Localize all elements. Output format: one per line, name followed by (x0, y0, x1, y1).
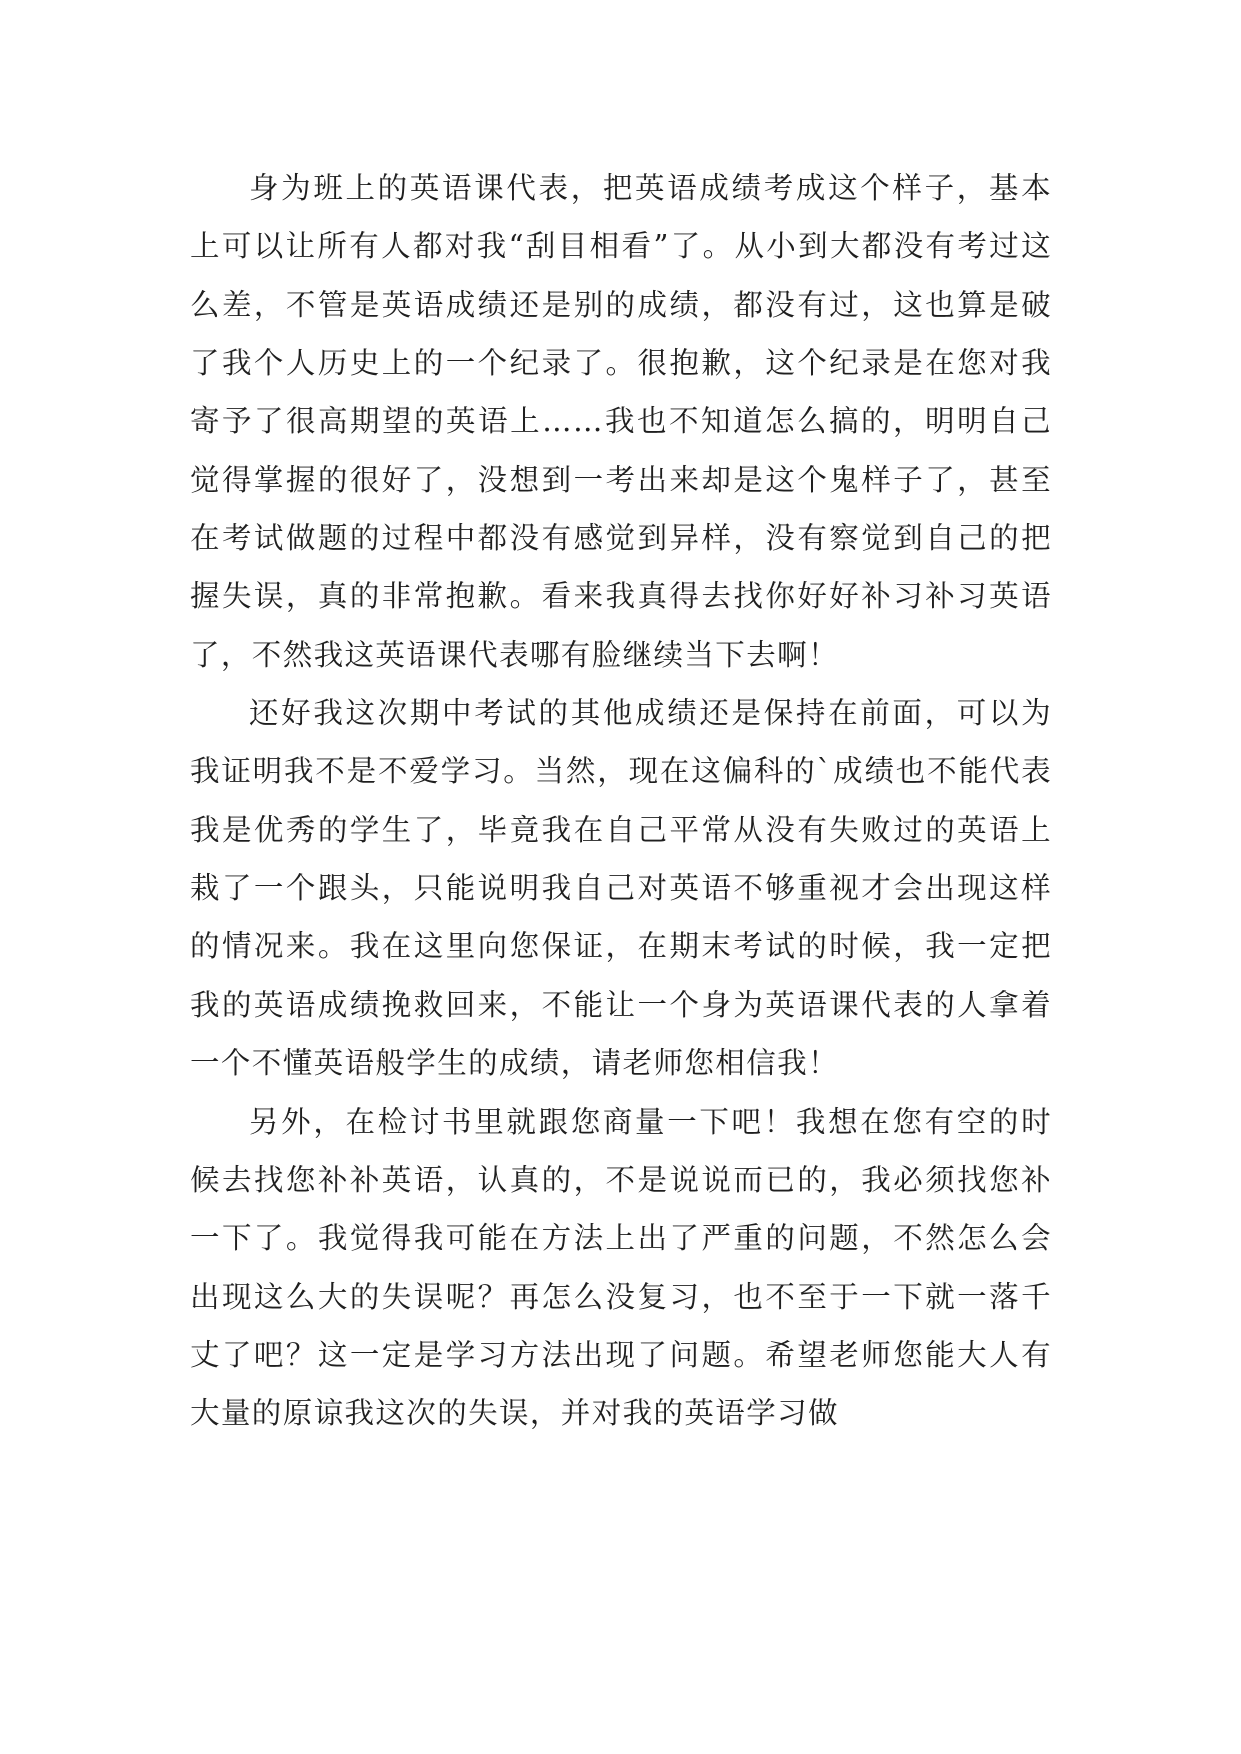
paragraph-3: 另外，在检讨书里就跟您商量一下吧！我想在您有空的时候去找您补补英语，认真的，不是说说而已的，我必须找您补一下了。我觉得我可能在方法上出了严重的问题，不然怎么会出现这么大的失误呢？再怎么没复习，也不至于一下就一落千丈了吧？这一定是学习方法出现了问题。希望老师您能大人有大量的原谅我这次的失误，并对我的英语学习做 (190, 1104, 1052, 1431)
document-body (190, 159, 1052, 1443)
paragraph-1: 身为班上的英语课代表，把英语成绩考成这个样子，基本上可以让所有人都对我“刮目相看”了。从小到大都没有考过这么差，不管是英语成绩还是别的成绩，都没有过，这也算是破了我个人历史上的一个纪录了。很抱歉，这个纪录是在您对我寄予了很高期望的英语上……我也不知道怎么搞的，明明自己觉得掌握的很好了，没想到一考出来却是这个鬼样子了，甚至在考试做题的过程中都没有感觉到异样，没有察觉到自己的把握失误，真的非常抱歉。看来我真得去找你好好补习补习英语了，不然我这英语课代表哪有脸继续当下去啊！ (190, 171, 1052, 672)
paragraph-2: 还好我这次期中考试的其他成绩还是保持在前面，可以为我证明我不是不爱学习。当然，现在这偏科的`成绩也不能代表我是优秀的学生了，毕竟我在自己平常从没有失败过的英语上栽了一个跟头，只能说明我自己对英语不够重视才会出现这样的情况来。我在这里向您保证，在期末考试的时候，我一定把我的英语成绩挽救回来，不能让一个身为英语课代表的人拿着一个不懂英语般学生的成绩，请老师您相信我！ (190, 696, 1052, 1081)
